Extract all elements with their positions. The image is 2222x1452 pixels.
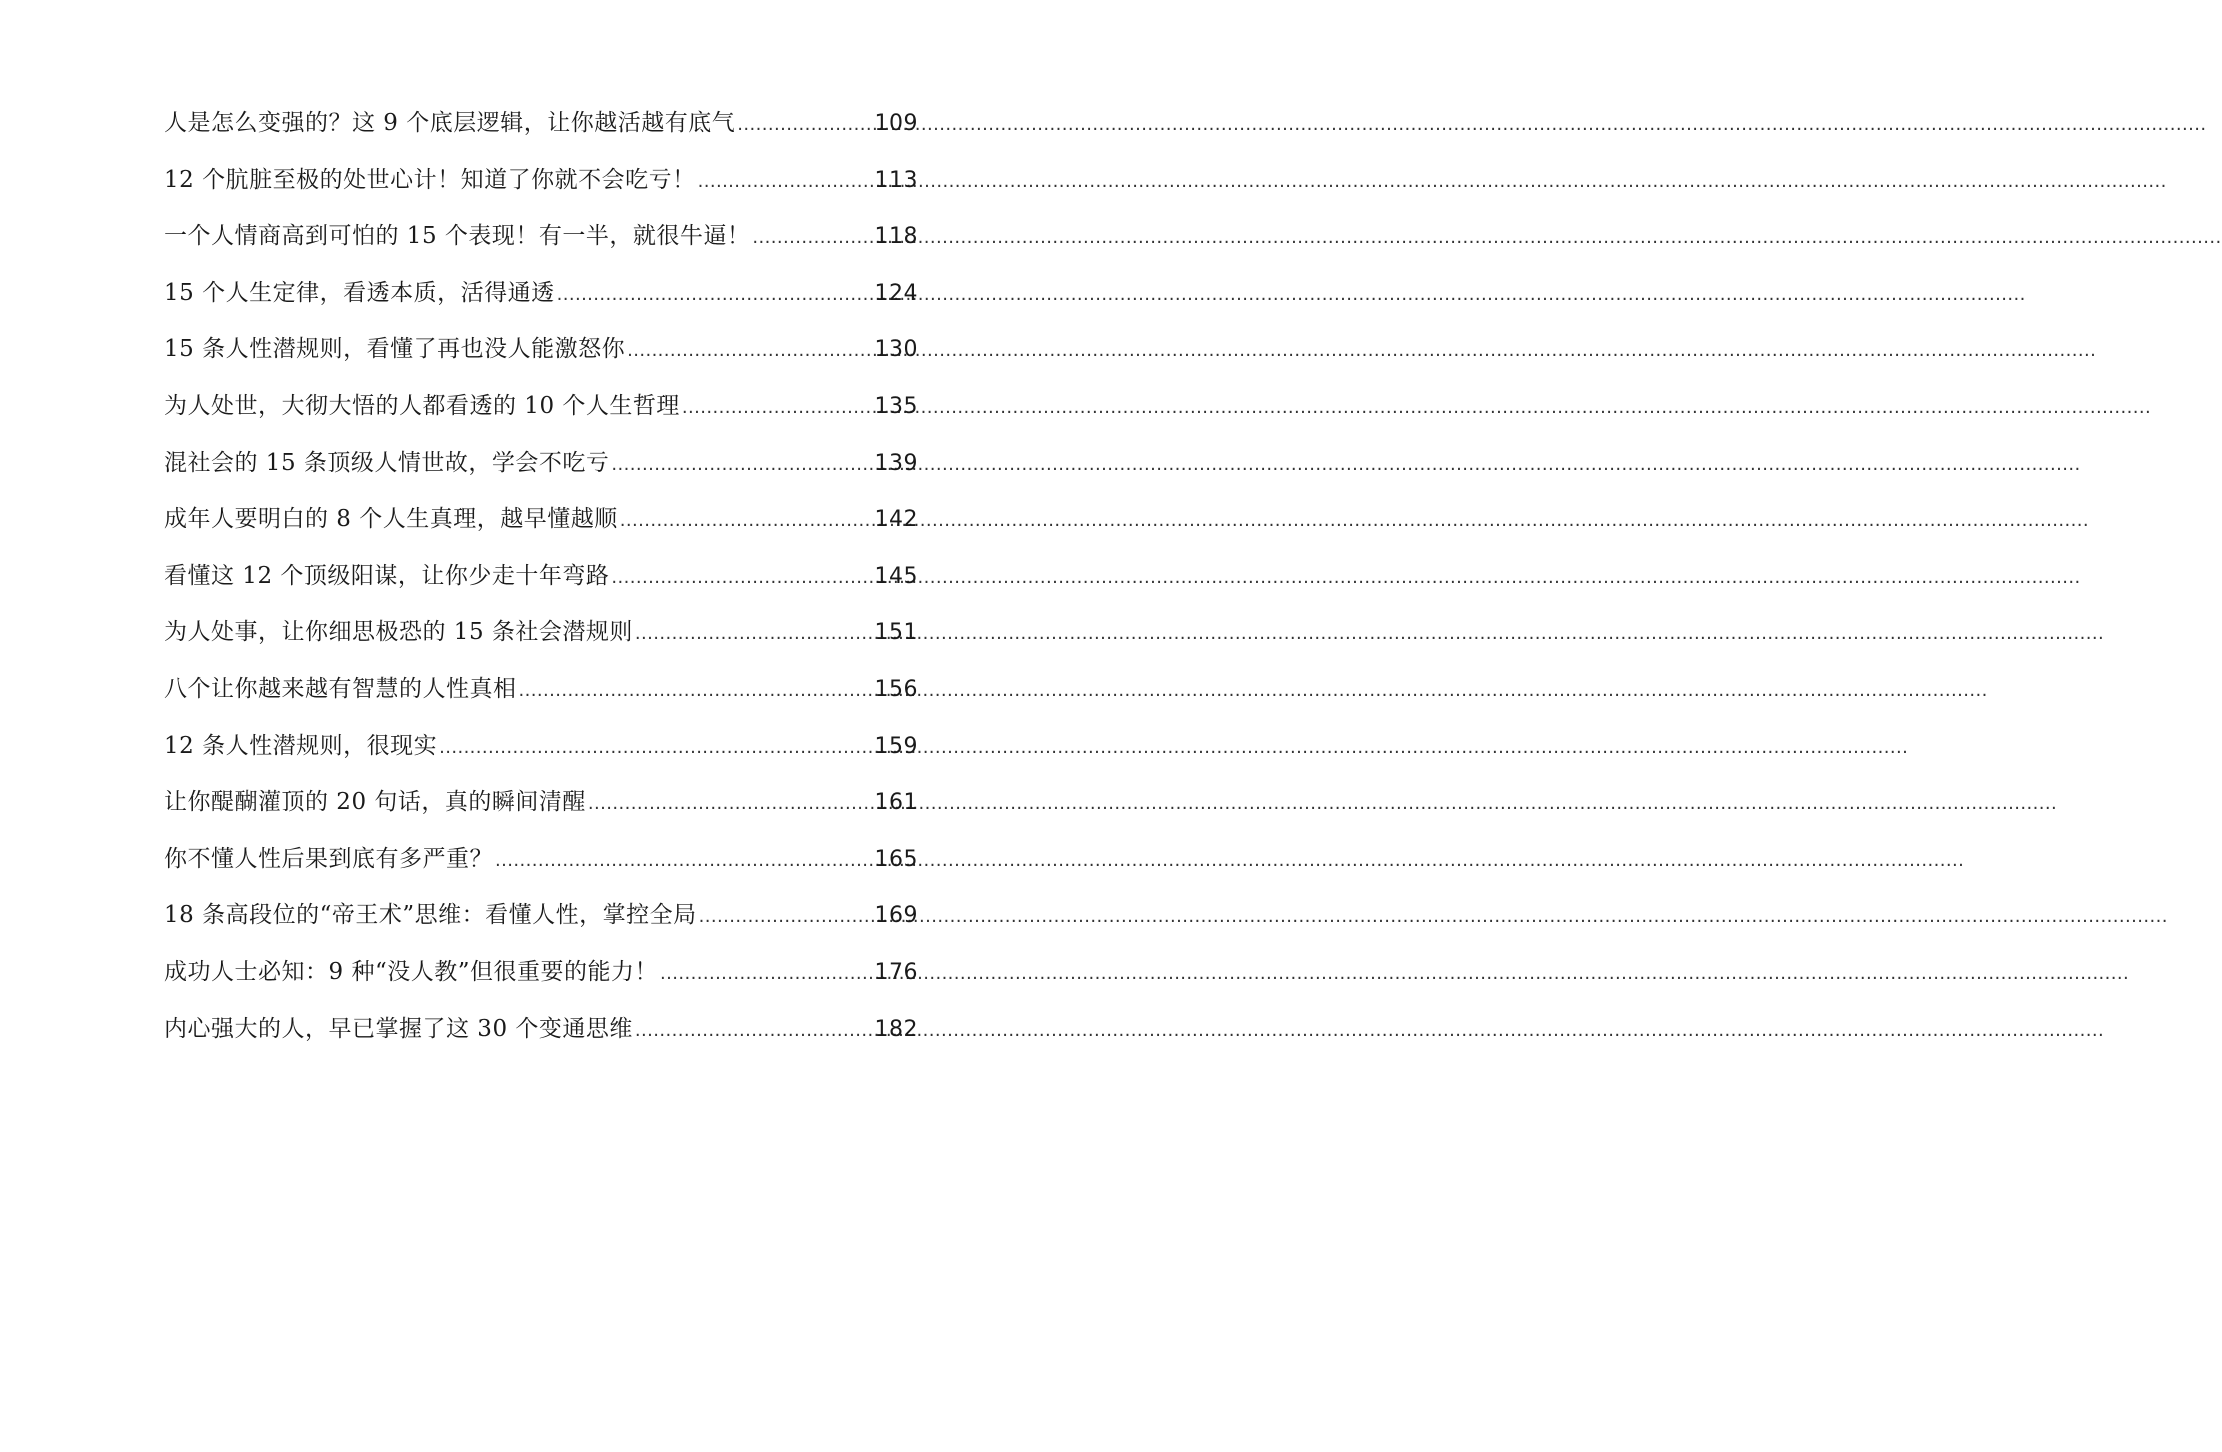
toc-entry[interactable] [164,326,918,383]
toc-entry[interactable] [164,609,918,666]
toc-entry-title: 混社会的 15 条顶级人情世故，学会不吃亏 [164,449,610,476]
toc-entry[interactable] [164,157,918,214]
dot-leader [557,272,871,318]
toc-entry-title: 内心强大的人，早已掌握了这 30 个变通思维 [164,1015,633,1042]
toc-entry-page-number: 169 [874,903,918,929]
toc-entry-title: 12 条人性潜规则，很现实 [164,732,438,759]
toc-entry-title: 为人处世，大彻大悟的人都看透的 10 个人生哲理 [164,392,680,419]
toc-entry-page-number: 142 [874,507,918,533]
toc-entry[interactable] [164,383,918,440]
toc-entry[interactable] [164,666,918,723]
document-page [0,0,1080,1452]
dot-leader [737,102,870,148]
toc-entry[interactable] [164,836,918,893]
toc-entry-title: 让你醍醐灌顶的 20 句话，真的瞬间清醒 [164,789,586,816]
dot-leader [660,951,871,997]
toc-entry-title: 看懂这 12 个顶级阳谋，让你少走十年弯路 [164,562,610,589]
table-of-contents [164,100,918,1062]
toc-entry-title: 18 条高段位的“帝王术”思维：看懂人性，掌控全局 [164,902,697,929]
toc-entry-title: 成年人要明白的 8 个人生真理，越早懂越顺 [164,506,618,533]
dot-leader [611,555,870,601]
dot-leader [519,668,871,714]
toc-entry-page-number: 161 [874,790,918,816]
toc-entry-title: 一个人情商高到可怕的 15 个表现！有一半，就很牛逼！ [164,223,751,250]
toc-entry[interactable] [164,779,918,836]
toc-entry[interactable] [164,723,918,780]
toc-entry-title: 为人处事，让你细思极恐的 15 条社会潜规则 [164,619,633,646]
toc-entry-page-number: 118 [874,224,918,250]
dot-leader [635,1008,871,1054]
toc-entry[interactable] [164,949,918,1006]
toc-entry-page-number: 130 [874,337,918,363]
toc-entry-page-number: 156 [874,676,918,702]
toc-entry-title: 成功人士必知：9 种“没人教”但很重要的能力！ [164,958,658,985]
toc-entry-title: 15 条人性潜规则，看懂了再也没人能激怒你 [164,336,626,363]
toc-entry[interactable] [164,1006,918,1063]
toc-entry-title: 人是怎么变强的？这 9 个底层逻辑，让你越活越有底气 [164,110,736,136]
toc-entry-page-number: 176 [874,959,918,985]
toc-entry-title: 12 个肮脏至极的处世心计！知道了你就不会吃亏！ [164,166,696,193]
dot-leader [635,611,871,657]
toc-entry[interactable] [164,270,918,327]
toc-entry[interactable] [164,496,918,553]
toc-entry-title: 八个让你越来越有智慧的人性真相 [164,675,517,702]
toc-entry-page-number: 151 [874,620,918,646]
toc-entry-page-number: 109 [874,111,918,136]
dot-leader [682,385,871,431]
toc-entry[interactable] [164,213,918,270]
toc-entry-page-number: 145 [874,563,918,589]
toc-entry-page-number: 182 [874,1016,918,1042]
dot-leader [620,498,871,544]
toc-entry-title: 你不懂人性后果到底有多严重？ [164,845,493,872]
toc-entry[interactable] [164,553,918,610]
toc-entry-page-number: 165 [874,846,918,872]
dot-leader [439,725,870,771]
toc-entry-page-number: 159 [874,733,918,759]
dot-leader [611,442,870,488]
dot-leader [495,838,871,884]
toc-entry-page-number: 135 [874,393,918,419]
toc-entry[interactable] [164,440,918,497]
toc-entry[interactable] [164,100,918,157]
dot-leader [627,328,870,374]
toc-entry[interactable] [164,892,918,949]
dot-leader [588,781,871,827]
toc-entry-title: 15 个人生定律，看透本质，活得通透 [164,279,555,306]
toc-entry-page-number: 124 [874,280,918,306]
dot-leader [698,159,871,205]
toc-entry-page-number: 113 [874,167,918,193]
dot-leader [699,894,871,940]
toc-entry-page-number: 139 [874,450,918,476]
dot-leader [752,215,870,261]
